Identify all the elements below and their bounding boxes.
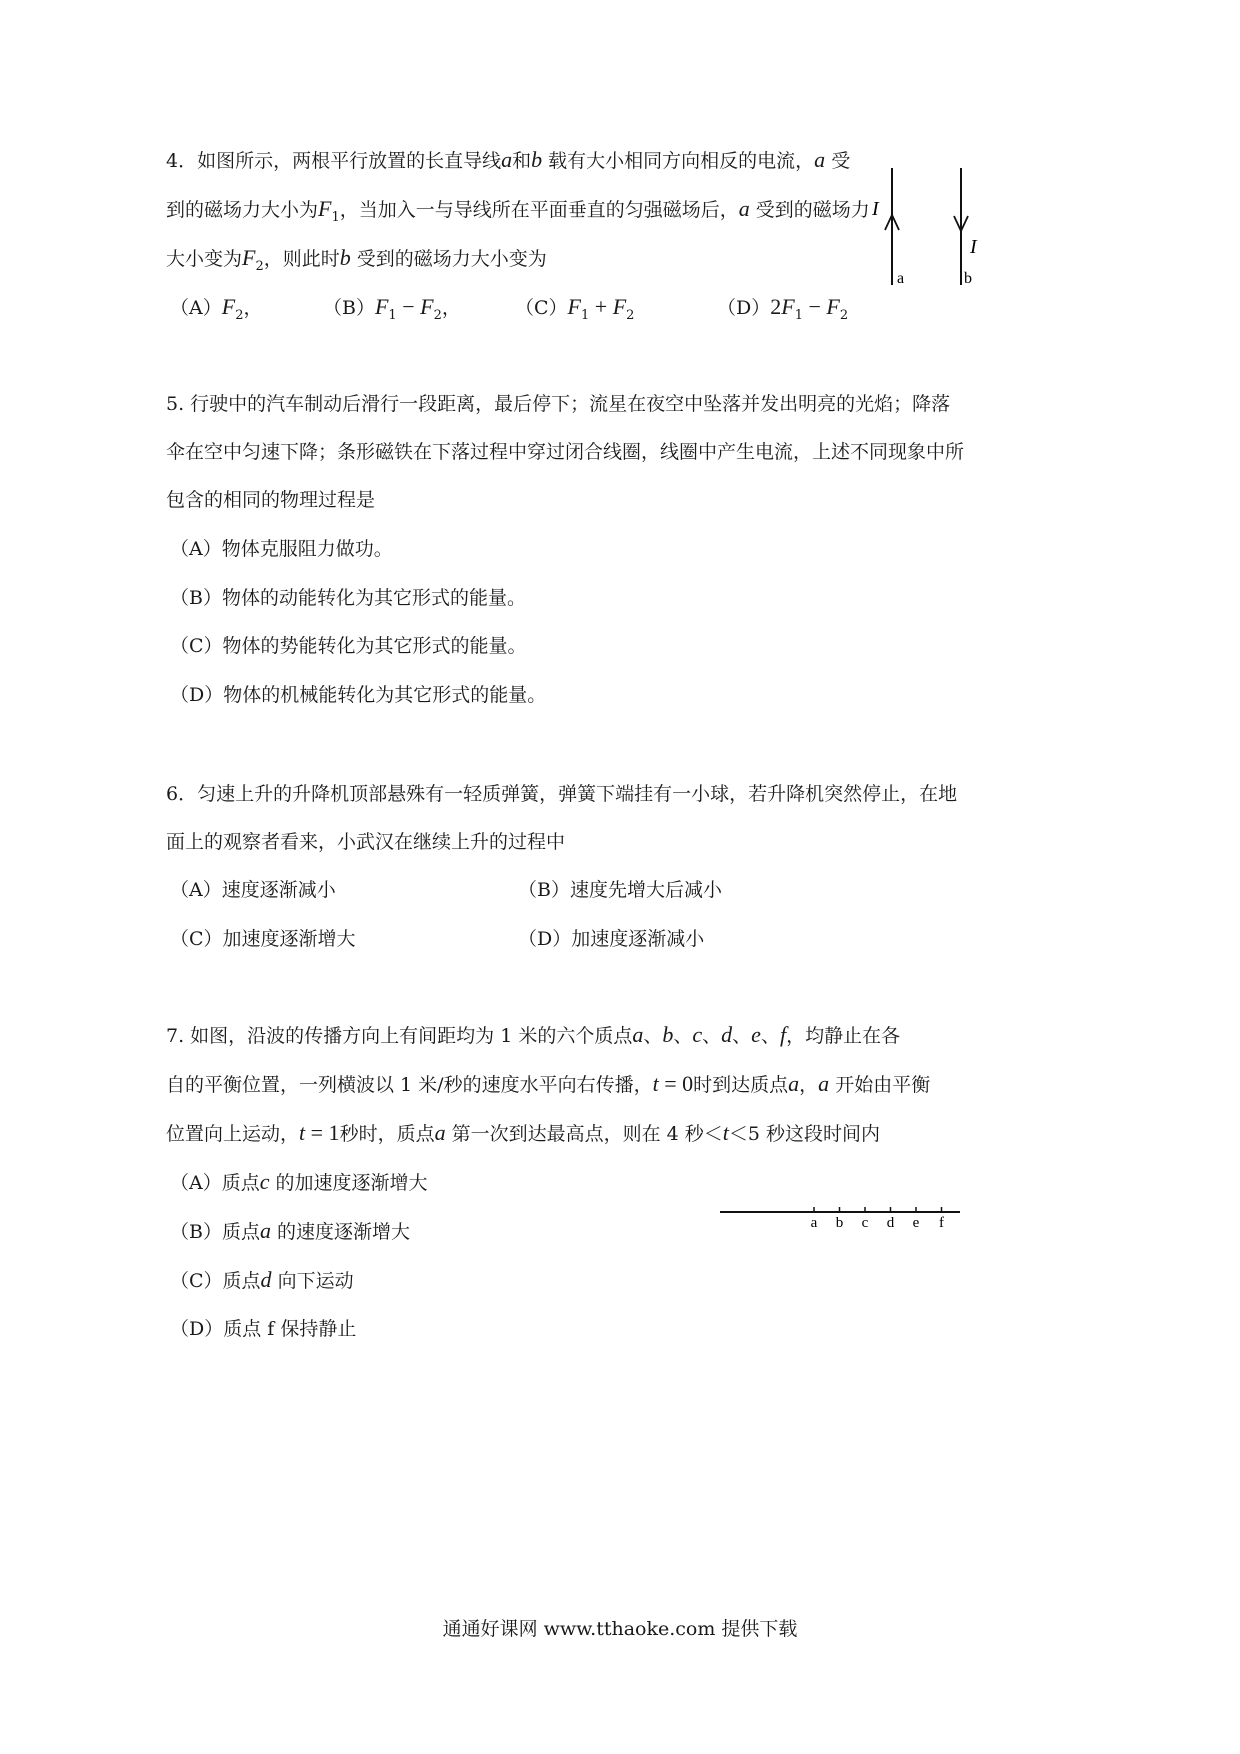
particle-a-label: a bbox=[810, 1215, 818, 1231]
q4-line-1: 4．如图所示，两根平行放置的长直导线a和b 载有大小相同方向相反的电流，a 受 bbox=[166, 147, 851, 172]
page-footer: 通通好课网 www.tthaoke.com 提供下载 bbox=[442, 1618, 798, 1640]
wire-b-current-label: I bbox=[970, 236, 977, 258]
q6-option-b[interactable]: （B）速度先增大后减小 bbox=[518, 879, 722, 901]
q7-wave-diagram bbox=[718, 1198, 968, 1232]
particle-b-label: b bbox=[835, 1215, 844, 1231]
q5-option-d[interactable]: （D）物体的机械能转化为其它形式的能量。 bbox=[170, 684, 547, 706]
q7-line-1: 7. 如图，沿波的传播方向上有间距均为 1 米的六个质点a、b、c、d、e、f，均静止在各 bbox=[166, 1022, 901, 1047]
q5-line-2: 伞在空中匀速下降；条形磁铁在下落过程中穿过闭合线圈，线圈中产生电流，上述不同现象中所 bbox=[166, 441, 965, 463]
particle-c-label: c bbox=[861, 1215, 869, 1231]
particle-d-label: d bbox=[886, 1215, 895, 1231]
q7-option-a[interactable]: （A）质点c 的加速度逐渐增大 bbox=[170, 1169, 428, 1194]
q5-option-a[interactable]: （A）物体克服阻力做功。 bbox=[170, 538, 393, 560]
particle-e-label: e bbox=[912, 1215, 920, 1231]
q6-option-d[interactable]: （D）加速度逐渐减小 bbox=[518, 928, 705, 950]
q4-line-3: 大小变为$F_2$，则此时b 受到的磁场力大小变为 bbox=[166, 245, 547, 274]
wire-b-label: b bbox=[964, 270, 972, 287]
q5-line-1: 5. 行驶中的汽车制动后滑行一段距离，最后停下；流星在夜空中坠落并发出明亮的光焰；降落 bbox=[166, 393, 951, 415]
q4-option-b[interactable]: $(B)F_1 - F_2$， bbox=[323, 294, 461, 323]
q4-line-2: 到的磁场力大小为$F_1$，当加入一与导线所在平面垂直的匀强磁场后，a 受到的磁场力 bbox=[166, 196, 870, 225]
wire-a-label: a bbox=[897, 270, 905, 287]
particle-f-label: f bbox=[939, 1215, 944, 1231]
q7-option-c[interactable]: （C）质点d 向下运动 bbox=[170, 1267, 354, 1292]
wire-a-current-label: I bbox=[872, 198, 879, 220]
q4-option-a[interactable]: $(A)F_2$， bbox=[170, 294, 263, 323]
particle-group bbox=[811, 1207, 944, 1231]
q5-line-3: 包含的相同的物理过程是 bbox=[166, 489, 376, 511]
q7-line-3: 位置向上运动，t = 1秒时，质点a 第一次到达最高点，则在 4 秒＜t＜5 秒这段时间内 bbox=[166, 1120, 881, 1145]
q6-option-c[interactable]: （C）加速度逐渐增大 bbox=[170, 928, 356, 950]
q6-line-1: 6．匀速上升的升降机顶部悬殊有一轻质弹簧，弹簧下端挂有一小球，若升降机突然停止，在地 bbox=[166, 783, 958, 805]
q7-option-b[interactable]: （B）质点a 的速度逐渐增大 bbox=[170, 1218, 411, 1243]
q7-line-2: 自的平衡位置，一列横波以 1 米/秒的速度水平向右传播，t = 0时到达质点a，a 开始由平衡 bbox=[166, 1071, 931, 1096]
q5-option-b[interactable]: （B）物体的动能转化为其它形式的能量。 bbox=[170, 587, 526, 609]
q7-option-d[interactable]: （D）质点 f 保持静止 bbox=[170, 1318, 357, 1340]
q4-option-c[interactable]: $(C)F_1 + F_2$ bbox=[515, 294, 635, 323]
q4-wire-diagram bbox=[860, 160, 1000, 295]
q6-option-a[interactable]: （A）速度逐渐减小 bbox=[170, 879, 336, 901]
q4-option-d[interactable]: $(D)2F_1 - F_2$ bbox=[717, 294, 849, 323]
q6-line-2: 面上的观察者看来，小武汉在继续上升的过程中 bbox=[166, 831, 566, 853]
q5-option-c[interactable]: （C）物体的势能转化为其它形式的能量。 bbox=[170, 635, 527, 657]
